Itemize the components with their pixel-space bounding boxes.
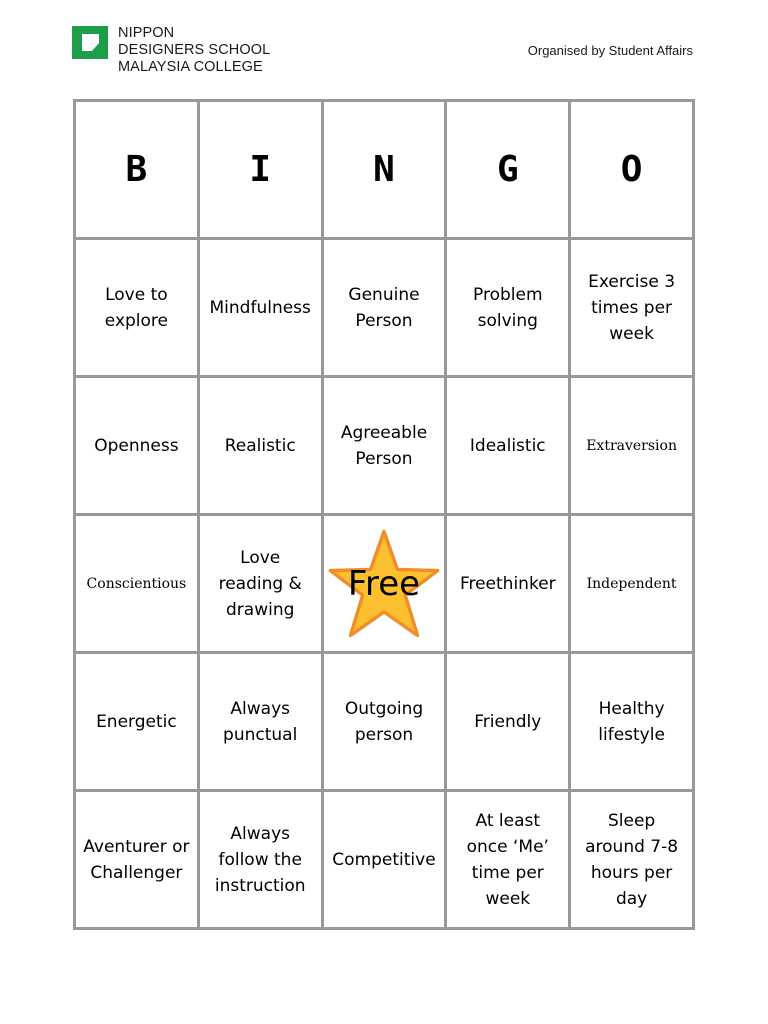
bingo-letter: B [76, 102, 197, 237]
free-space-label: Free [347, 563, 421, 604]
school-name-line: DESIGNERS SCHOOL [118, 42, 271, 58]
nds-logo-icon [72, 26, 108, 59]
bingo-cell: Energetic [76, 654, 197, 789]
bingo-cell: Healthy lifestyle [571, 654, 692, 789]
page-header [0, 0, 768, 90]
bingo-cell: At least once ‘Me’ time per week [447, 792, 568, 927]
bingo-cell: Freethinker [447, 516, 568, 651]
bingo-cell: Independent [571, 516, 692, 651]
bingo-cell: Always follow the instruction [200, 792, 321, 927]
organiser-text: Organised by Student Affairs [527, 43, 693, 58]
bingo-cell: Openness [76, 378, 197, 513]
bingo-letter: N [324, 102, 445, 237]
bingo-cell: Genuine Person [324, 240, 445, 375]
bingo-cell: Outgoing person [324, 654, 445, 789]
bingo-letter: I [200, 102, 321, 237]
bingo-board [73, 99, 695, 930]
bingo-cell: Love reading & drawing [200, 516, 321, 651]
bingo-cell: Agreeable Person [324, 378, 445, 513]
bingo-cell: Aventurer or Challenger [76, 792, 197, 927]
bingo-cell: Mindfulness [200, 240, 321, 375]
school-name [118, 25, 270, 76]
school-name-line: MALAYSIA COLLEGE [118, 59, 263, 75]
bingo-cell: Love to explore [76, 240, 197, 375]
bingo-letter: O [571, 102, 692, 237]
bingo-cell: Realistic [200, 378, 321, 513]
bingo-cell: Conscientious [76, 516, 197, 651]
school-name-line: NIPPON [118, 25, 175, 41]
bingo-letter: G [447, 102, 568, 237]
bingo-cell: Exercise 3 times per week [571, 240, 692, 375]
free-space-cell [324, 516, 445, 651]
bingo-cell: Problem solving [447, 240, 568, 375]
bingo-cell: Sleep around 7-8 hours per day [571, 792, 692, 927]
bingo-cell: Idealistic [447, 378, 568, 513]
bingo-cell: Friendly [447, 654, 568, 789]
bingo-cell: Extraversion [571, 378, 692, 513]
bingo-cell: Competitive [324, 792, 445, 927]
bingo-cell: Always punctual [200, 654, 321, 789]
